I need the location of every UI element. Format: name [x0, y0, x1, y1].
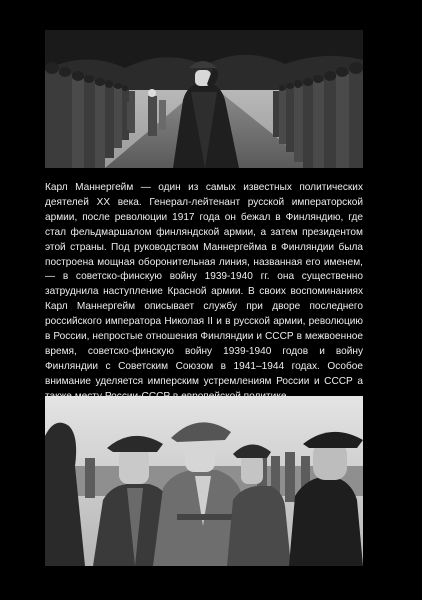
photo-meeting-of-officials — [45, 396, 363, 566]
photo-meeting-of-officials-image — [45, 396, 363, 566]
photo-officer-inspecting-troops-image — [45, 30, 363, 168]
photo-officer-inspecting-troops — [45, 30, 363, 168]
book-description: Карл Маннергейм — один из самых известных политических деятелей XX века. Генерал-лейтенант русской императорской армии, после революции 1917 года он бежал в Финляндию, где стал фельдмаршалом финляндской армии, а затем президентом этой страны. Под руководством Маннергейма в Финляндии была построена мощная оборонительная линия, названная его именем, — в советско-финскую войну 1939-1940 гг. она существенно затруднила наступление Красной армии. В своих воспоминаниях Карл Маннергейм описывает службу при дворе последнего российского императора Николая II и в русской армии, революцию в России, непростые отношения Финляндии и СССР в межвоенное время, советско-финскую войну 1939-1940 годов и войну Финляндии с Советским Союзом в 1941–1944 годах. Особое внимание уделяется имперским устремлениям России и СССР а — [45, 182, 363, 387]
